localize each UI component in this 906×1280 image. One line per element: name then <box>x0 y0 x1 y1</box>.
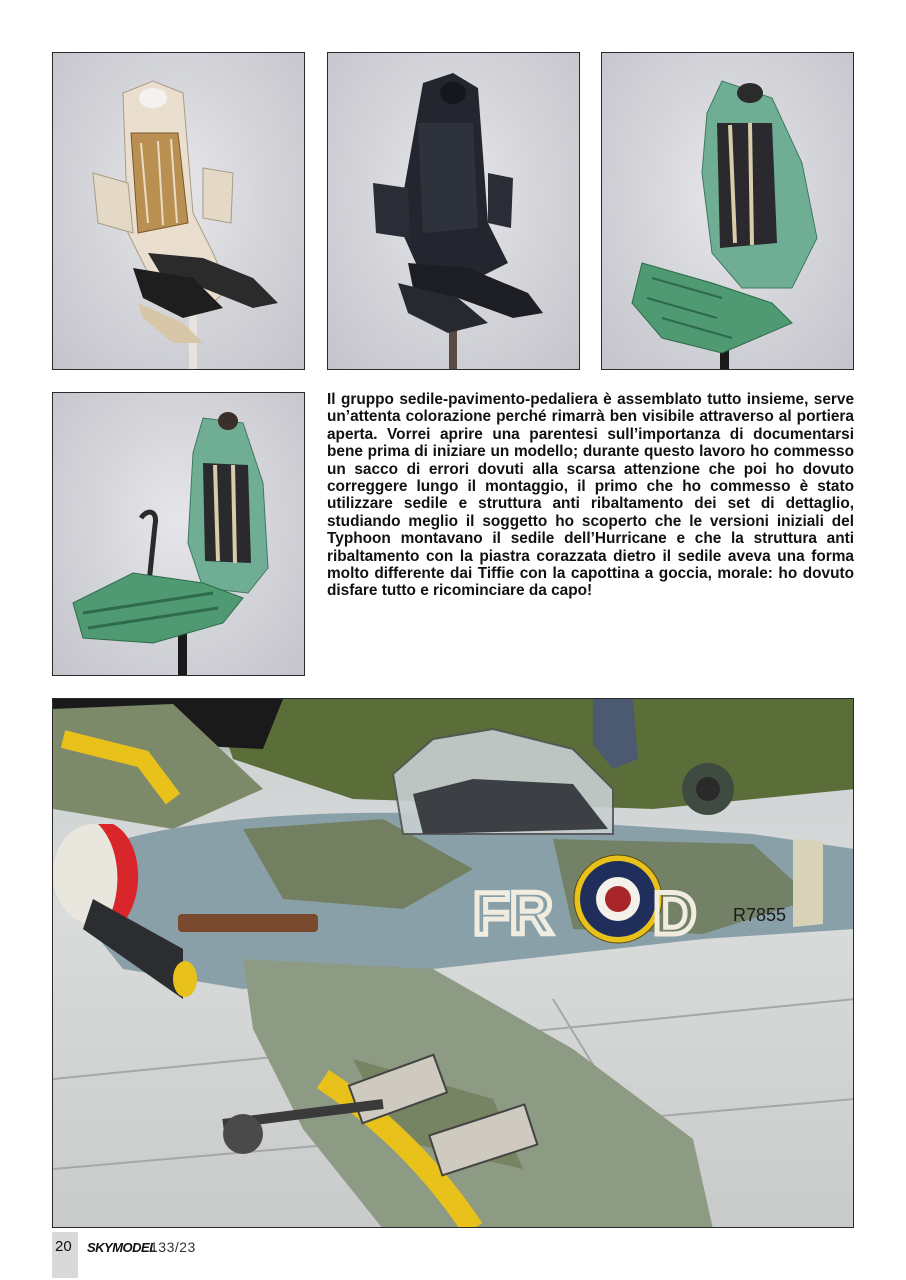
seat-primed-illustration <box>53 53 305 370</box>
aircraft-code-right: D <box>653 880 697 947</box>
magazine-logo: SKYMODEL <box>87 1240 157 1255</box>
page-number: 20 <box>55 1238 72 1255</box>
aircraft-serial: R7855 <box>733 905 787 925</box>
seat-floor-illustration <box>53 393 305 676</box>
photo-seat-primed <box>52 52 305 370</box>
typhoon-illustration <box>53 699 854 1228</box>
photo-seat-black <box>327 52 580 370</box>
seat-green-illustration <box>602 53 854 370</box>
photo-typhoon-diorama <box>52 698 854 1228</box>
photo-seat-floor-assembly <box>52 392 305 676</box>
article-body: Il gruppo sedile-pavimento-pedaliera è assemblato tutto insieme, serve un’attenta colorazione perché rimarrà ben visibile attraverso al portiera aperta. Vorrei aprire una parentesi sull’importanza di documentarsi bene prima di iniziare un modello; durante questo lavoro ho commesso un sacco di errori dovuti alla scarsa attenzione che poi ho dovuto correggere lungo il montaggio, il primo che ho commesso è stato utilizzare sedile e struttura anti ribaltamento dei set di dettaglio, studiando meglio il soggetto ho scoperto che le versioni iniziali del Typhoon montavano il sedile dell’Hurricane e che la struttura anti ribaltamento con la piastra corazzata dietro il sedile aveva una forma molto differente dai Tiffie con la capottina a goccia, morale: ho dovuto disfare tutto e ricominciare da capo! <box>327 391 854 600</box>
aircraft-code-left: FR <box>473 880 553 947</box>
seat-black-illustration <box>328 53 580 370</box>
photo-seat-green <box>601 52 854 370</box>
issue-number: 133/23 <box>150 1239 196 1255</box>
